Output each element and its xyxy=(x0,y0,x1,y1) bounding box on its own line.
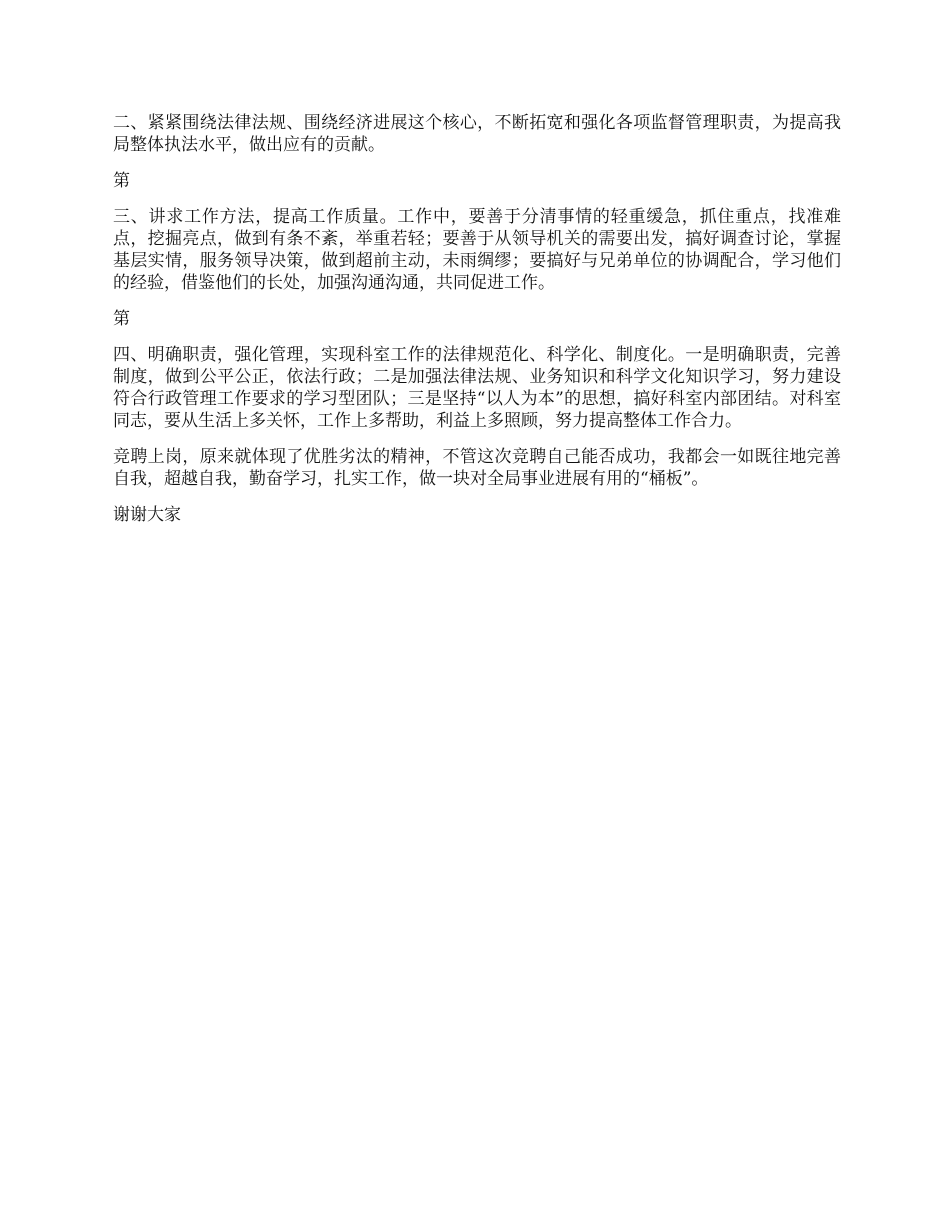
paragraph-marker: 第 xyxy=(113,171,130,191)
paragraph-section-four: 四、明确职责，强化管理，实现科室工作的法律规范化、科学化、制度化。一是明确职责，完善制度，做到公平公正，依法行政；二是加强法律法规、业务知识和科学文化知识学习，努力建设符合行政管理工作要求的学习型团队；三是坚持“以人为本”的思想，搞好科室内部团结。对科室同志，要从生活上多关怀，工作上多帮助，利益上多照顾，努力提高整体工作合力。 xyxy=(113,345,841,431)
paragraph-section-three: 三、讲求工作方法，提高工作质量。工作中，要善于分清事情的轻重缓急，抓住重点，找准难点，挖掘亮点，做到有条不紊，举重若轻；要善于从领导机关的需要出发，搞好调查讨论，掌握基层实情，服务领导决策，做到超前主动，未雨绸缪；要搞好与兄弟单位的协调配合，学习他们的经验，借鉴他们的长处，加强沟通沟通，共同促进工作。 xyxy=(113,207,841,293)
paragraph-closing: 竞聘上岗，原来就体现了优胜劣汰的精神，不管这次竞聘自己能否成功，我都会一如既往地完善自我，超越自我，勤奋学习，扎实工作，做一块对全局事业进展有用的“桶板”。 xyxy=(113,447,841,489)
document-body xyxy=(113,112,841,540)
paragraph-marker: 第 xyxy=(113,309,130,329)
paragraph-section-two: 二、紧紧围绕法律法规、围绕经济进展这个核心，不断拓宽和强化各项监督管理职责，为提高我局整体执法水平，做出应有的贡献。 xyxy=(113,113,841,155)
paragraph-thanks: 谢谢大家 xyxy=(113,505,181,525)
